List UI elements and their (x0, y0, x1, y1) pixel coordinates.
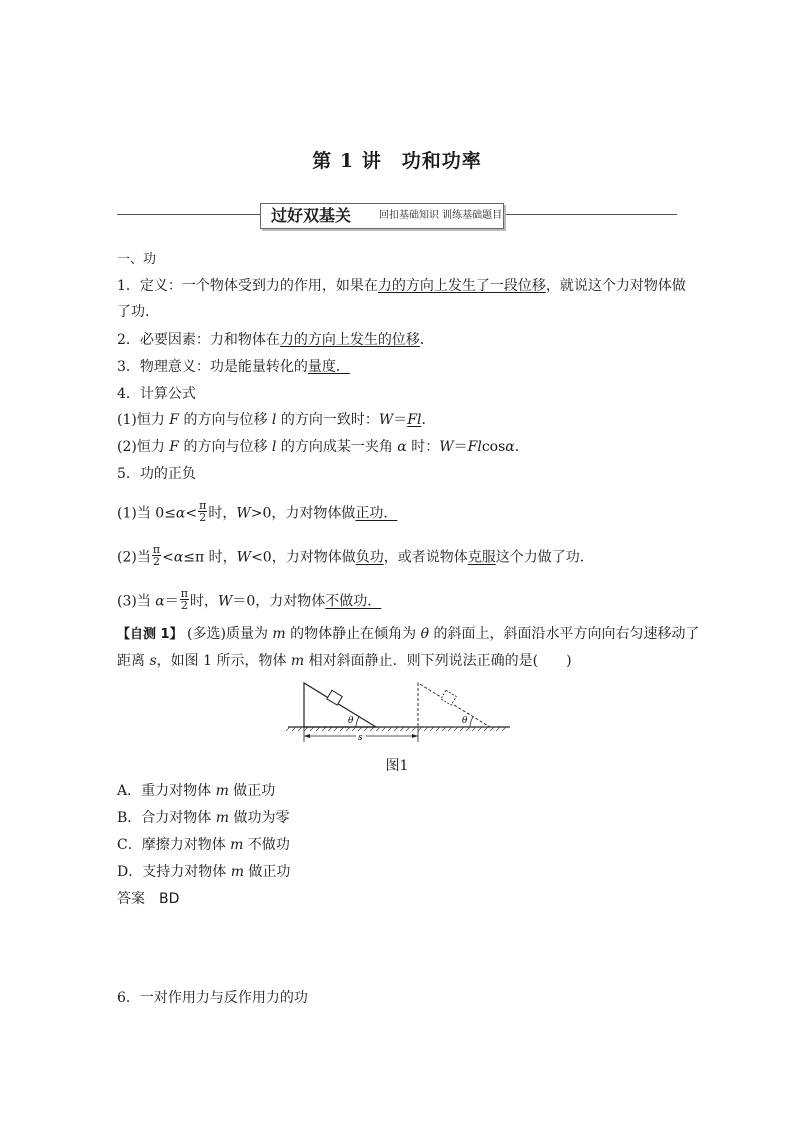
answer-label: 答案 (117, 891, 145, 907)
case-negative: (2)当 $\frac{\pi}{2}$ <α≤π 时，W<0，力对物体做负功，或者说物体克服这个力做了功． (117, 543, 594, 568)
self-test-question-line2: 距离 s，如图 1 所示，物体 m 相对斜面静止．则下列说法正确的是( ) (117, 653, 572, 669)
fraction-pi-over-2: $\frac{\pi}{2}$ (199, 499, 207, 524)
banner-sub-text: 回扣基础知识 训练基础题目 (379, 210, 503, 221)
answer-line (117, 889, 179, 909)
underline-answer: 正功． (355, 505, 398, 522)
underline-answer: 克服 (467, 549, 496, 566)
distance-arrow-right (412, 734, 418, 738)
underline-answer: 力的方向上发生了一段位移 (377, 278, 546, 294)
formula-angle: (2)恒力 F 的方向与位移 l 的方向成某一夹角 α 时：W＝Flcosα. (117, 439, 520, 455)
incline-dashed (418, 683, 490, 727)
option-c: C．摩擦力对物体 m 不做功 (117, 837, 290, 853)
section-heading: 一、功 (117, 252, 157, 267)
page-title: 第 1 讲 功和功率 (312, 150, 482, 172)
fraction-pi-over-2: $\frac{\pi}{2}$ (180, 587, 188, 612)
item-definition: 1．定义：一个物体受到力的作用，如果在力的方向上发生了一段位移，就说这个力对物体做 (117, 278, 686, 294)
item-formula-heading: 4．计算公式 (117, 386, 196, 402)
self-test-tag: 【自测 1】 (117, 627, 183, 642)
incline-solid (304, 683, 376, 727)
case-positive: (1)当 0≤α< $\frac{\pi}{2}$ 时，W>0，力对物体做正功． (117, 499, 398, 524)
banner-main-text: 过好双基关 (271, 206, 352, 225)
s-label: s (358, 733, 363, 743)
fraction-pi-over-2: $\frac{\pi}{2}$ (152, 543, 161, 568)
case-zero: (3)当 α＝ $\frac{\pi}{2}$ 时，W＝0，力对物体不做功． (117, 587, 382, 612)
theta-label-dashed: θ (462, 716, 468, 726)
formula-parallel: (1)恒力 F 的方向与位移 l 的方向一致时：W＝Fl. (117, 412, 426, 428)
theta-label-solid: θ (348, 716, 354, 726)
incline-figure (286, 680, 512, 744)
option-a: A．重力对物体 m 做正功 (117, 783, 276, 799)
item-definition-cont: 了功． (117, 304, 159, 320)
underline-answer: 量度． (307, 359, 350, 375)
underline-answer: 力的方向上发生的位移 (279, 332, 420, 348)
underline-answer: Fl (407, 412, 422, 428)
option-b: B．合力对物体 m 做功为零 (117, 810, 290, 826)
underline-answer: 负功 (355, 549, 384, 566)
item-factors: 2．必要因素：力和物体在力的方向上发生的位移． (117, 332, 434, 348)
section-banner (260, 203, 504, 229)
item-meaning: 3．物理意义：功是能量转化的量度． (117, 359, 350, 375)
block-solid (327, 690, 342, 705)
block-dashed (441, 690, 456, 705)
self-test-question-line1: 【自测 1】 (多选)质量为 m 的物体静止在倾角为 θ 的斜面上，斜面沿水平方向向右匀速移动了 (117, 626, 700, 642)
figure-caption: 图1 (385, 758, 409, 774)
underline-answer: 不做功． (325, 593, 382, 610)
banner-rule-left (117, 214, 260, 215)
angle-arc-dashed (470, 717, 473, 727)
answer-value: BD (159, 891, 180, 907)
distance-arrow-left (304, 734, 310, 738)
option-d: D．支持力对物体 m 做正功 (117, 864, 291, 880)
item-action-reaction: 6．一对作用力与反作用力的功 (117, 990, 308, 1006)
item-sign-heading: 5．功的正负 (117, 466, 196, 482)
banner-rule-right (503, 214, 677, 215)
angle-arc-solid (356, 717, 359, 727)
